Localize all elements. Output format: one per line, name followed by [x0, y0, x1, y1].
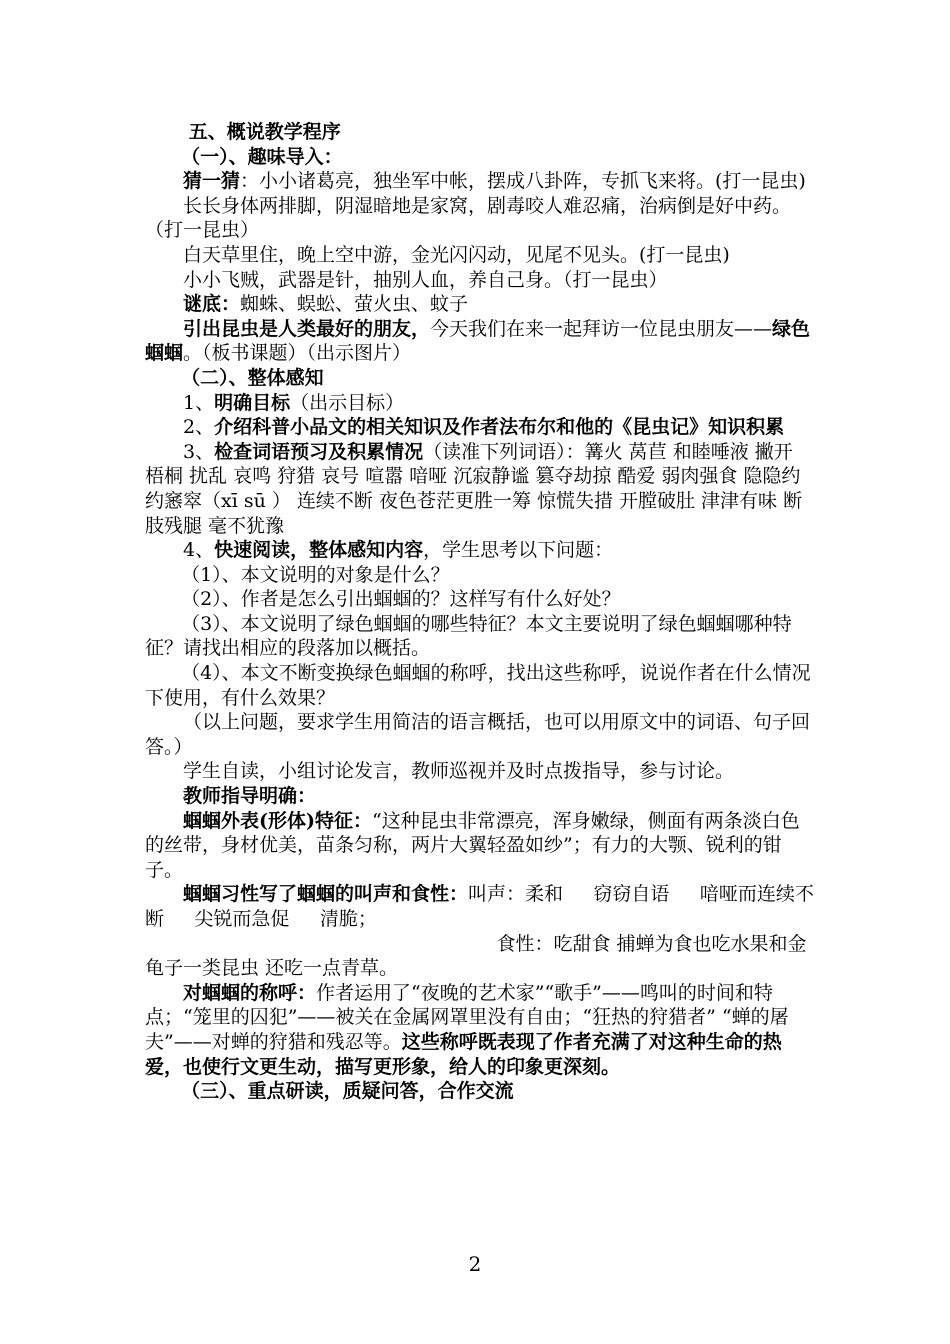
habit-food-paragraph: 食性：吃甜食 捕蝉为食也吃水果和金龟子一类昆虫 还吃一点青草。: [145, 932, 807, 980]
question-4: （4）、本文不断变换绿色蝈蝈的称呼，找出这些称呼，说说作者在什么情况下使用，有什么效果？: [145, 662, 811, 709]
question-1: （1）、本文说明的对象是什么？: [181, 563, 450, 586]
riddle-4: 小小飞贼，武器是针，抽别人血，养自己身。（打一昆虫）: [183, 268, 668, 291]
riddle-answer: 谜底：蜘蛛、蜈蚣、萤火虫、蚊子: [183, 293, 469, 316]
item-4: 4、快速阅读，整体感知内容，学生思考以下问题：: [183, 539, 614, 562]
item-2: 2、介绍科普小品文的相关知识及作者法布尔和他的《昆虫记》知识积累: [183, 416, 785, 439]
subsection-heading-overall: （二）、整体感知: [181, 366, 324, 389]
riddle-2: 长长身体两排脚，阴湿暗地是家窝，剧毒咬人难忍痛，治病倒是好中药。（打一昆虫）: [145, 194, 792, 242]
appearance-paragraph: 蝈蝈外表(形体)特征：“这种昆虫非常漂亮，浑身嫩绿，侧面有两条淡白色的丝带，身材优美，苗条匀称，两片大翼轻盈如纱”；有力的大颚、锐利的钳子。: [145, 809, 800, 881]
section-heading: 五、概说教学程序: [188, 121, 341, 143]
note-paragraph: （以上问题，要求学生用简洁的语言概括，也可以用原文中的词语、句子回答。）: [145, 711, 811, 758]
page-number: 2: [468, 1252, 482, 1276]
lead-in-paragraph: 引出昆虫是人类最好的朋友，今天我们在来一起拜访一位昆虫朋友——绿色蝈蝈。（板书课题）（出示图片）: [145, 317, 811, 365]
self-read-paragraph: 学生自读，小组讨论发言，教师巡视并及时点拨指导，参与讨论。: [183, 760, 735, 783]
document-body: [145, 120, 815, 1104]
riddle-3: 白天草里住，晚上空中游，金光闪闪动，见尾不见头。(打一昆虫): [183, 243, 730, 266]
subsection-heading-intro: （一）、趣味导入：: [181, 145, 343, 168]
question-2: （2）、作者是怎么引出蝈蝈的？这样写有什么好处？: [181, 588, 621, 611]
habit-paragraph: 蝈蝈习性写了蝈蝈的叫声和食性：叫声：柔和 窃窃自语 喑哑而连续不断 尖锐而急促 清脆；: [145, 883, 814, 930]
item-1: 1、明确目标（出示目标）: [183, 391, 405, 414]
teacher-guidance-label: 教师指导明确：: [183, 785, 317, 808]
item-3-vocabulary: 3、检查词语预习及积累情况（读准下列词语）：篝火 莴苣 和睦唾液 撇开 梧桐 扰乱 哀鸣 狩猎 哀号 喧嚣 喑哑 沉寂静谧 篡夺劫掠 酷爱 弱肉强食 隐隐约约窸窣（xī sū ） 连续不断 夜色苍茫更胜一筹 惊慌失措 开膛破肚 津津有味 断肢残腿 毫不犹豫: [145, 440, 803, 537]
subsection-heading-focus: （三）、重点研读，质疑问答，合作交流: [181, 1080, 514, 1103]
riddle-1: 猜一猜：小小诸葛亮，独坐军中帐，摆成八卦阵，专抓飞来将。(打一昆虫): [183, 170, 806, 193]
question-3: （3）、本文说明了绿色蝈蝈的哪些特征？本文主要说明了绿色蝈蝈哪种特征？请找出相应的段落加以概括。: [145, 612, 792, 660]
names-paragraph: 对蝈蝈的称呼：作者运用了“夜晚的艺术家”“歌手”——鸣叫的时间和特点；“笼里的囚犯”——被关在金属网罩里没有自由；“狂热的狩猎者” “蝉的屠夫”——对蝉的狩猎和残忍等。这些称呼既表现了作者充满了对这种生命的热爱，也使行文更生动，描写更形象，给人的印象更深刻。: [145, 981, 789, 1078]
